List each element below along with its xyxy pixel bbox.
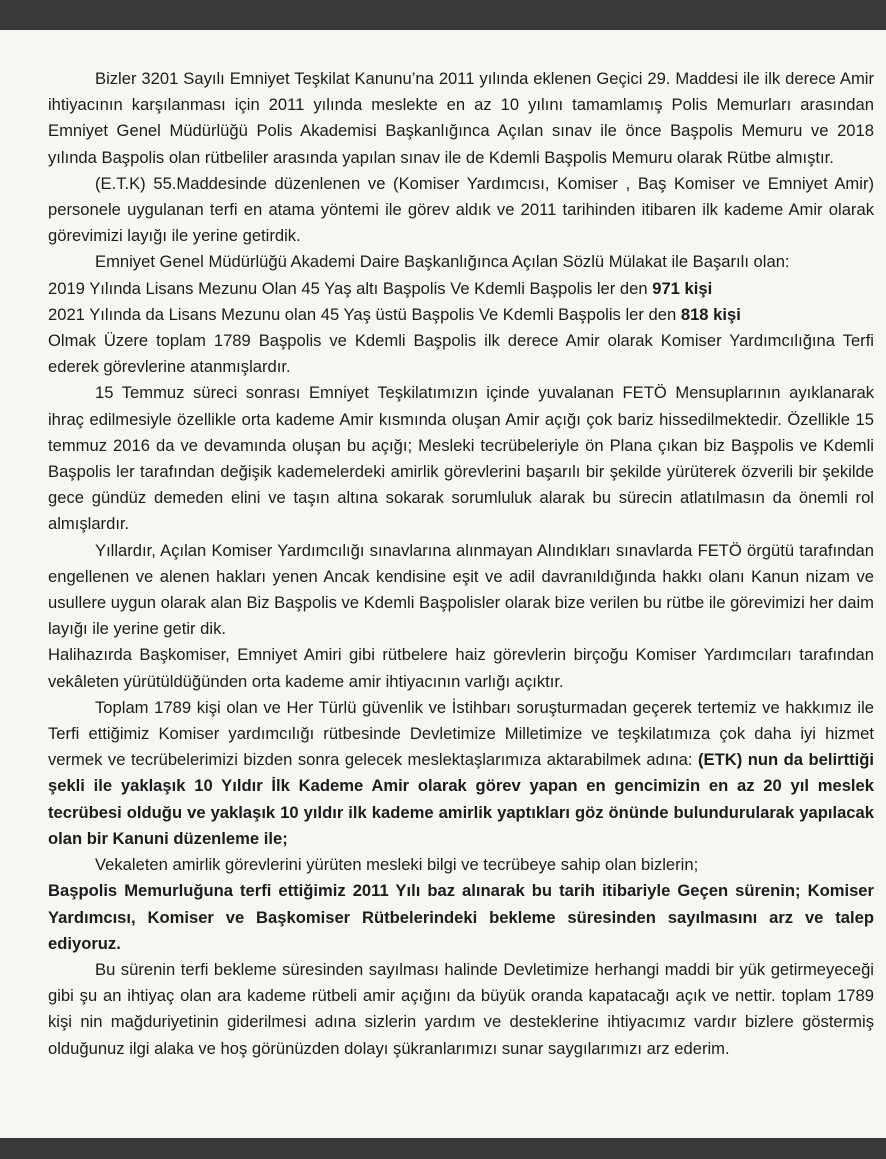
paragraph-3-line-2019 [48, 276, 874, 302]
paragraph-3 [48, 249, 874, 275]
paragraph-7-bold: (ETK) nun da belirttiği şekli ile yaklaşık 10 Yıldır İlk Kademe Amir olarak görev yapan en gencimizin en az 20 yıl meslek tecrübesi olduğu ve yaklaşık 10 yıldır ilk kademe amirlik yaptıkları göz önünde bulundurularak yapılacak olan bir Kanuni düzenleme ile; [48, 750, 874, 848]
paragraph-3-intro: Emniyet Genel Müdürlüğü Akademi Daire Başkanlığınca Açılan Sözlü Mülakat ile Başarılı olan: [95, 252, 790, 272]
paragraph-10: Bu sürenin terfi bekleme süresinden sayılması halinde Devletimize herhangi maddi bir yük getirmeyeceği gibi şu an ihtiyaç olan ara kademe rütbeli amir açığını da büyük oranda kapatacağı açık ve nettir. toplam 1789 kişi nin mağduriyetinin giderilmesi adına sizlerin yardım ve desteklerine ihtiyacımız vardır bizlere göstermiş olduğunuz ilgi alaka ve hoş görünüzden dolayı şükranlarımızı sunar saygılarımızı arz ederim. [48, 959, 874, 1058]
paragraph-4: 15 Temmuz süreci sonrası Emniyet Teşkilatımızın içinde yuvalanan FETÖ Mensuplarının ayıklanarak ihraç edilmesiyle özellikle orta kademe Amir kısmında oluşan Amir açığı çok bariz hissedilmektedir. Özellikle 15 temmuz 2016 da ve devamında oluşan bu açığı; Mesleki tecrübeleriyle ön Plana çıkan biz Başpolis ve Kdemli Başpolis ler tarafından değişik kademelerdeki amirlik görevlerini başarılı bir şekilde yürüterek özverili bir şekilde gece gündüz demeden elini ve taşın altına sokarak sorumluluk alarak bu sürecin atlatılmasın da önemli rol almışlardır. [48, 383, 874, 534]
paragraph-8: Vekaleten amirlik görevlerini yürüten mesleki bilgi ve tecrübeye sahip olan bizlerin; [95, 855, 699, 875]
paragraph-3-line-2021 [48, 302, 874, 328]
paragraph-3-total: Olmak Üzere toplam 1789 Başpolis ve Kdemli Başpolis ilk derece Amir olarak Komiser Yardımcılığına Terfi ederek görevlerine atanmışlardır. [48, 331, 874, 377]
paragraph-9-request: Başpolis Memurluğuna terfi ettiğimiz 2011 Yılı baz alınarak bu tarih itibariyle Geçen sürenin; Komiser Yardımcısı, Komiser ve Başkomiser Rütbelerindeki bekleme süresinden sayılmasını arz ve talep ediyoruz. [48, 881, 874, 953]
line-2019-text: 2019 Yılında Lisans Mezunu Olan 45 Yaş altı Başpolis Ve Kdemli Başpolis ler den [48, 278, 648, 298]
paragraph-7 [48, 695, 874, 852]
document-body [48, 66, 874, 1062]
top-bar [0, 0, 886, 30]
paragraph-7-text: Toplam 1789 kişi olan ve Her Türlü güvenlik ve İstihbarı soruşturmadan geçerek tertemiz ve hakkımız ile Terfi ettiğimiz Komiser yardımcılığı rütbesinde Devletimize Milletimize ve teşkilatımıza çok daha iyi hizmet vermek ve tecrübelerimizi bizden sonra gelecek meslektaşlarımıza aktarabilmek adına: [48, 697, 874, 770]
paragraph-2: (E.T.K) 55.Maddesinde düzenlenen ve (Komiser Yardımcısı, Komiser , Baş Komiser ve Emniyet Amir) personele uygulanan terfi en atama yöntemi ile görev aldık ve 2011 tarihinden itibaren ilk kademe Amir olarak görevimizi layığı ile yerine getirdik. [48, 173, 874, 246]
paragraph-5: Yıllardır, Açılan Komiser Yardımcılığı sınavlarına alınmayan Alındıkları sınavlarda FETÖ örgütü tarafından engellenen ve alenen hakları yenen Ancak kendisine eşit ve adil davranıldığında hakkı olanı Kanun nizam ve usullere uygun olarak alan Biz Başpolis ve Kdemli Başpolisler olarak bize verilen bu rütbe ile görevimizi her daim layığı ile yerine getir dik. [48, 540, 874, 639]
count-971: 971 kişi [652, 278, 713, 298]
line-2021-text: 2021 Yılında da Lisans Mezunu olan 45 Yaş üstü Başpolis Ve Kdemli Başpolis ler den [48, 304, 677, 324]
count-818: 818 kişi [680, 304, 741, 324]
paragraph-6: Halihazırda Başkomiser, Emniyet Amiri gibi rütbelere haiz görevlerin birçoğu Komiser Yardımcıları tarafından vekâleten yürütüldüğünden orta kademe amir ihtiyacının varlığı açıktır. [48, 645, 874, 691]
paragraph-1: Bizler 3201 Sayılı Emniyet Teşkilat Kanunu’na 2011 yılında eklenen Geçici 29. Maddesi ile ilk derece Amir ihtiyacının karşılanması için 2011 yılında meslekte en az 10 yılını tamamlamış Polis Memurları arasından Emniyet Genel Müdürlüğü Polis Akademisi Başkanlığınca Açılan sınav ile önce Başpolis Memuru ve 2018 yılında Başpolis olan rütbeliler arasında yapılan sınav ile de Kdemli Başpolis Memuru olarak Rütbe almıştır. [48, 69, 874, 167]
bottom-bar [0, 1138, 886, 1159]
document-page [0, 30, 886, 1138]
